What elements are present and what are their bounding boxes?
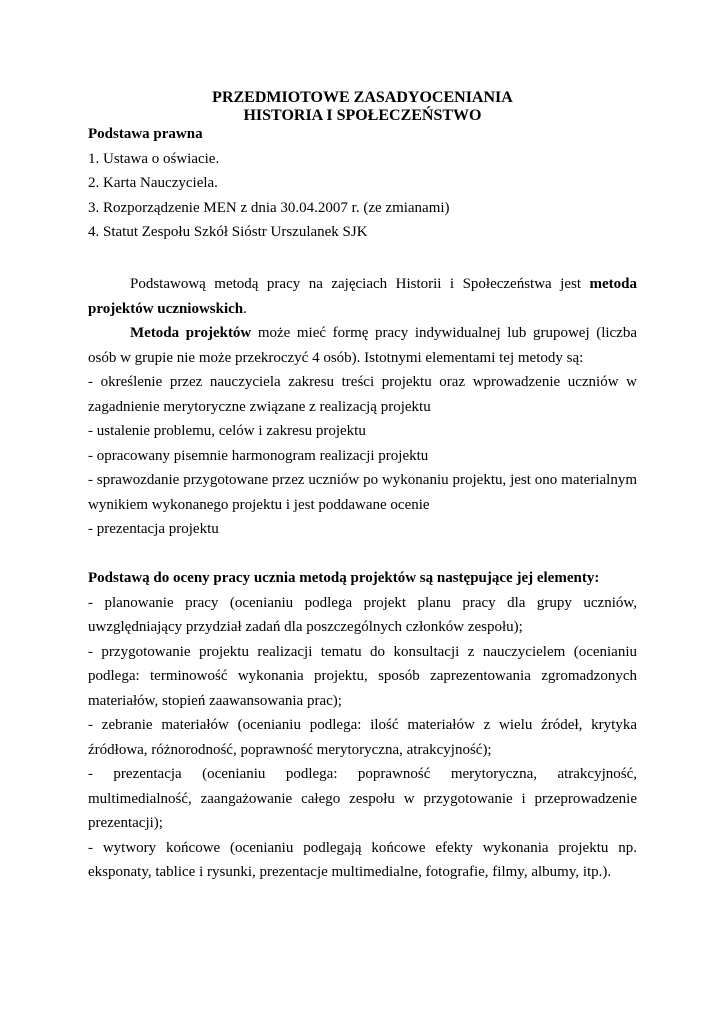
method-description-text: może mieć formę pracy indywidualnej lub grupowej (liczba osób w grupie nie może przekroczyć 4 osób). Istotnymi elementami tej metody są: <box>88 325 637 366</box>
assessment-item: - zebranie materiałów (ocenianiu podlega: ilość materiałów z wielu źródeł, krytyka źródłowa, różnorodność, poprawność merytoryczna, atrakcyjność); <box>88 717 637 758</box>
legal-basis-item: 2. Karta Nauczyciela. <box>88 175 218 191</box>
document-title-line-2: HISTORIA I SPOŁECZEŃSTWO <box>243 107 482 124</box>
method-description-paragraph <box>88 321 637 370</box>
method-intro-suffix: . <box>243 300 247 317</box>
legal-basis-section <box>88 122 637 245</box>
legal-basis-heading: Podstawa prawna <box>88 126 203 142</box>
method-section <box>88 272 637 542</box>
method-intro-bold: metoda projektów uczniowskich <box>88 276 637 317</box>
method-element: - określenie przez nauczyciela zakresu treści projektu oraz wprowadzenie uczniów w zagadnienie merytoryczne związane z realizacją projektu <box>88 374 637 415</box>
method-element: - opracowany pisemnie harmonogram realizacji projektu <box>88 447 429 464</box>
legal-basis-item: 3. Rozporządzenie MEN z dnia 30.04.2007 r. (ze zmianami) <box>88 199 450 216</box>
assessment-item: - wytwory końcowe (ocenianiu podlegają końcowe efekty wykonania projektu np. eksponaty, tablice i rysunki, prezentacje multimedialne, fotografie, filmy, albumy, itp.). <box>88 839 637 880</box>
assessment-item: - planowanie pracy (ocenianiu podlega projekt planu pracy dla grupy uczniów, uwzględniający przydział zadań dla poszczególnych członków zespołu); <box>88 594 637 635</box>
method-element: - sprawozdanie przygotowane przez uczniów po wykonaniu projektu, jest ono materialnym wynikiem wykonanego projektu i jest poddawane ocenie <box>88 472 637 513</box>
document-title-line-1: PRZEDMIOTOWE ZASADYOCENIANIA <box>212 89 513 106</box>
assessment-item: - prezentacja (ocenianiu podlega: poprawność merytoryczna, atrakcyjność, multimedialność, zaangażowanie całego zespołu w przygotowanie i przeprowadzenie prezentacji); <box>88 766 637 831</box>
legal-basis-item: 4. Statut Zespołu Szkół Sióstr Urszulanek SJK <box>88 224 368 240</box>
assessment-heading: Podstawą do oceny pracy ucznia metodą projektów są następujące jej elementy: <box>88 570 600 586</box>
method-element: - prezentacja projektu <box>88 521 219 537</box>
legal-basis-item: 1. Ustawa o oświacie. <box>88 150 220 167</box>
method-intro-text: Podstawową metodą pracy na zajęciach Historii i Społeczeństwa jest <box>130 276 590 292</box>
method-intro-paragraph <box>88 272 637 321</box>
method-element: - ustalenie problemu, celów i zakresu projektu <box>88 423 366 439</box>
assessment-section <box>88 566 637 885</box>
assessment-item: - przygotowanie projektu realizacji tematu do konsultacji z nauczycielem (ocenianiu podlega: terminowość wykonania projektu, sposób zaprezentowania zgromadzonych materiałów, stopień zaawansowania prac); <box>88 643 637 709</box>
method-description-bold: Metoda projektów <box>130 325 252 341</box>
